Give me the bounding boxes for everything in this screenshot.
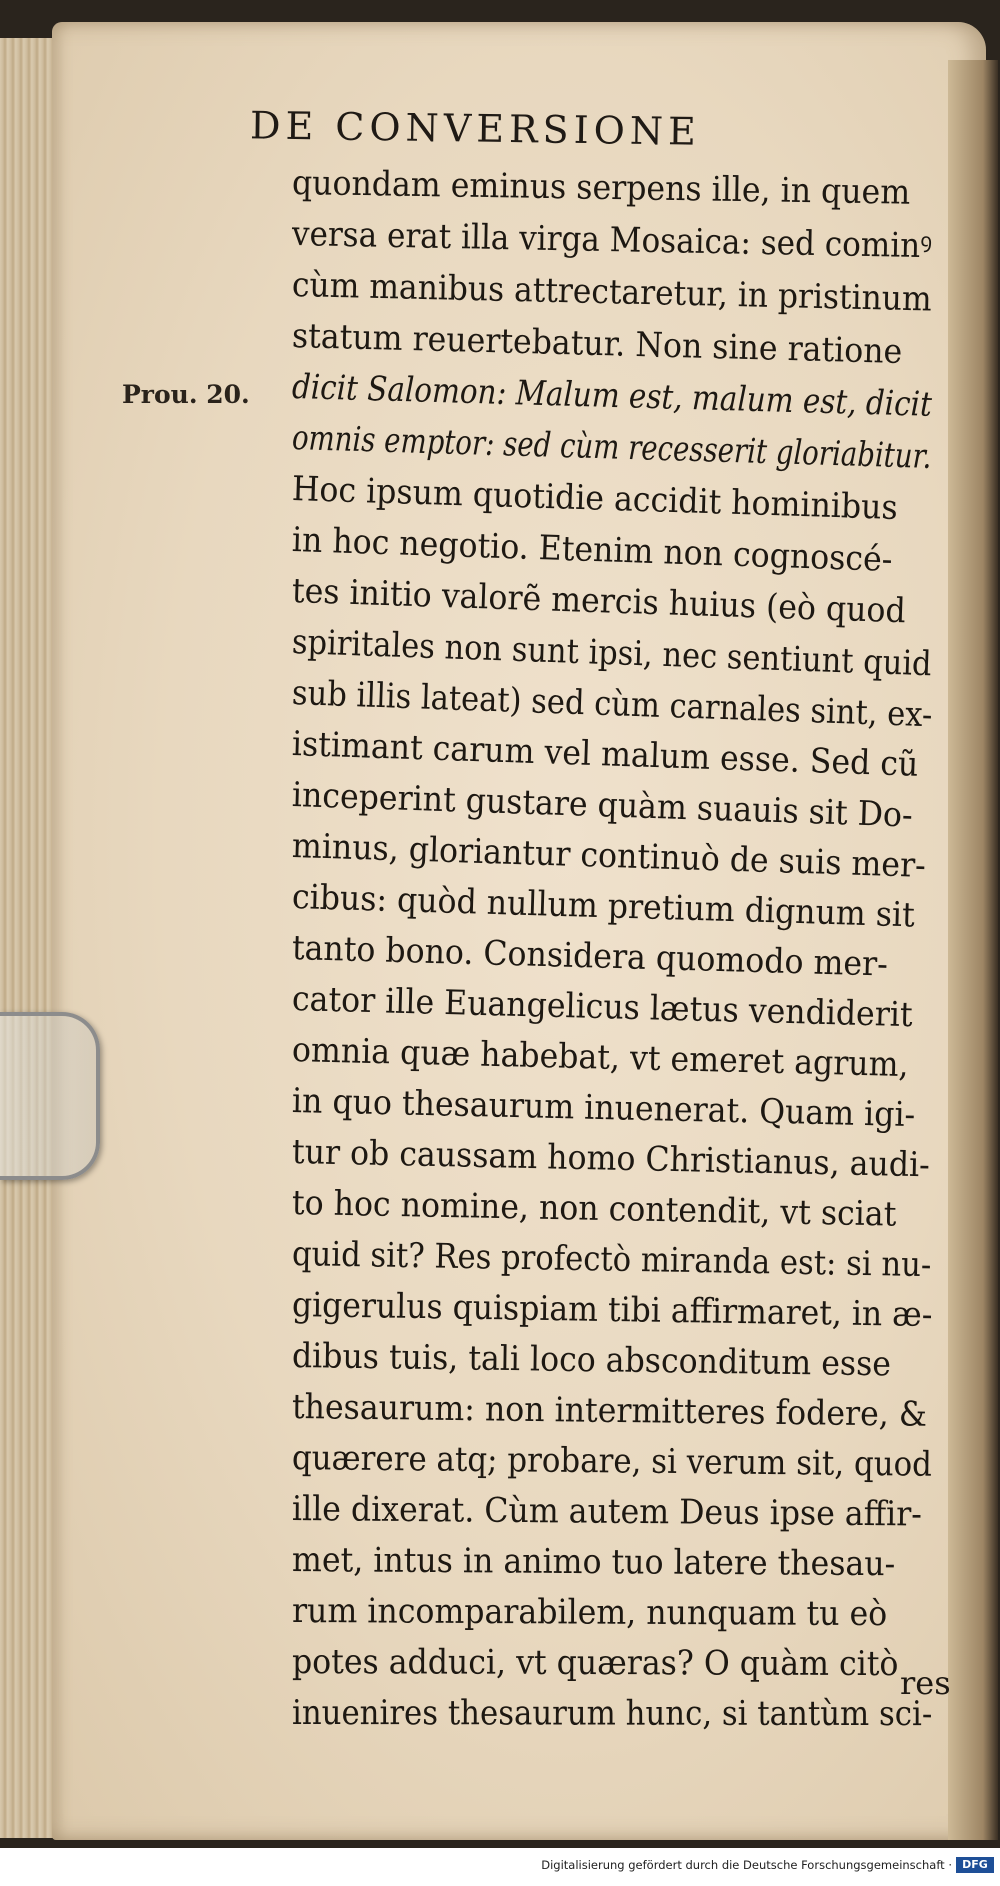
text-line: versa erat illa virga Mosaica: sed cominꝰ (291, 214, 933, 267)
text-line: minus, gloriantur continuò de suis mer- (291, 826, 927, 886)
text-line: omnia quæ habebat, vt emeret agrum, (291, 1030, 910, 1086)
text-line: ille dixerat. Cùm autem Deus ipse affir- (291, 1489, 923, 1535)
text-line: inuenires thesaurum hunc, si tantùm sci- (291, 1693, 933, 1735)
text-line: statum reuertebatur. Non sine ratione (291, 316, 903, 372)
text-line: istimant carum vel malum esse. Sed cũ (291, 724, 919, 785)
text-line: dicit Salomon: Malum est, malum est, dicit (291, 367, 933, 425)
footer-bar (0, 1848, 1000, 1886)
footer-credit: Digitalisierung gefördert durch die Deutsche Forschungsgemeinschaft · (541, 1858, 952, 1872)
text-line: quondam eminus serpens ille, in quem (291, 163, 911, 213)
dfg-logo: DFG (956, 1857, 994, 1873)
text-line: omnis emptor: sed cùm recesserit gloriabitur. (291, 418, 933, 477)
text-line: sub illis lateat) sed cùm carnales sint, ex- (291, 673, 933, 736)
text-line: cibus: quòd nullum pretium dignum sit (291, 877, 916, 936)
text-line: potes adduci, vt quæras? O quàm citò (291, 1642, 899, 1685)
running-head: DE CONVERSIONE (249, 103, 702, 154)
margin-note: Prou. 20. (122, 380, 250, 409)
text-line: cator ille Euangelicus lætus vendiderit (291, 979, 914, 1036)
text-line: inceperint gustare quàm suauis sit Do- (291, 775, 914, 836)
text-line: in hoc negotio. Etenim non cognoscé- (291, 520, 894, 580)
text-line: spiritales non sunt ipsi, nec sentiunt quid (291, 622, 933, 685)
text-line: Hoc ipsum quotidie accidit hominibus (291, 469, 899, 529)
text-line: gigerulus quispiam tibi affirmaret, in æ- (291, 1285, 933, 1336)
text-line: in quo thesaurum inuenerat. Quam igi- (291, 1081, 916, 1136)
text-line: cùm manibus attrectaretur, in pristinum (291, 265, 933, 320)
text-line: tur ob caussam homo Christianus, audi- (291, 1132, 931, 1186)
text-line: rum incomparabilem, nunquam tu eò (291, 1591, 888, 1635)
text-line: quærere atq; probare, si verum sit, quod (291, 1438, 933, 1485)
text-line: quid sit? Res profectò miranda est: si nu- (291, 1234, 932, 1286)
text-line: thesaurum: non intermitteres fodere, & (291, 1387, 928, 1435)
text-line: to hoc nomine, non contendit, vt sciat (291, 1183, 897, 1235)
text-line: met, intus in animo tuo latere thesau- (291, 1540, 896, 1585)
text-line: tes initio valorẽ mercis huius (eò quod (291, 571, 907, 632)
text-line: dibus tuis, tali loco absconditum esse (291, 1336, 892, 1385)
text-line: tanto bono. Considera quomodo mer- (291, 928, 889, 985)
body-text (292, 158, 982, 1739)
book-clasp (0, 1012, 100, 1180)
catchword: res (900, 1664, 951, 1702)
